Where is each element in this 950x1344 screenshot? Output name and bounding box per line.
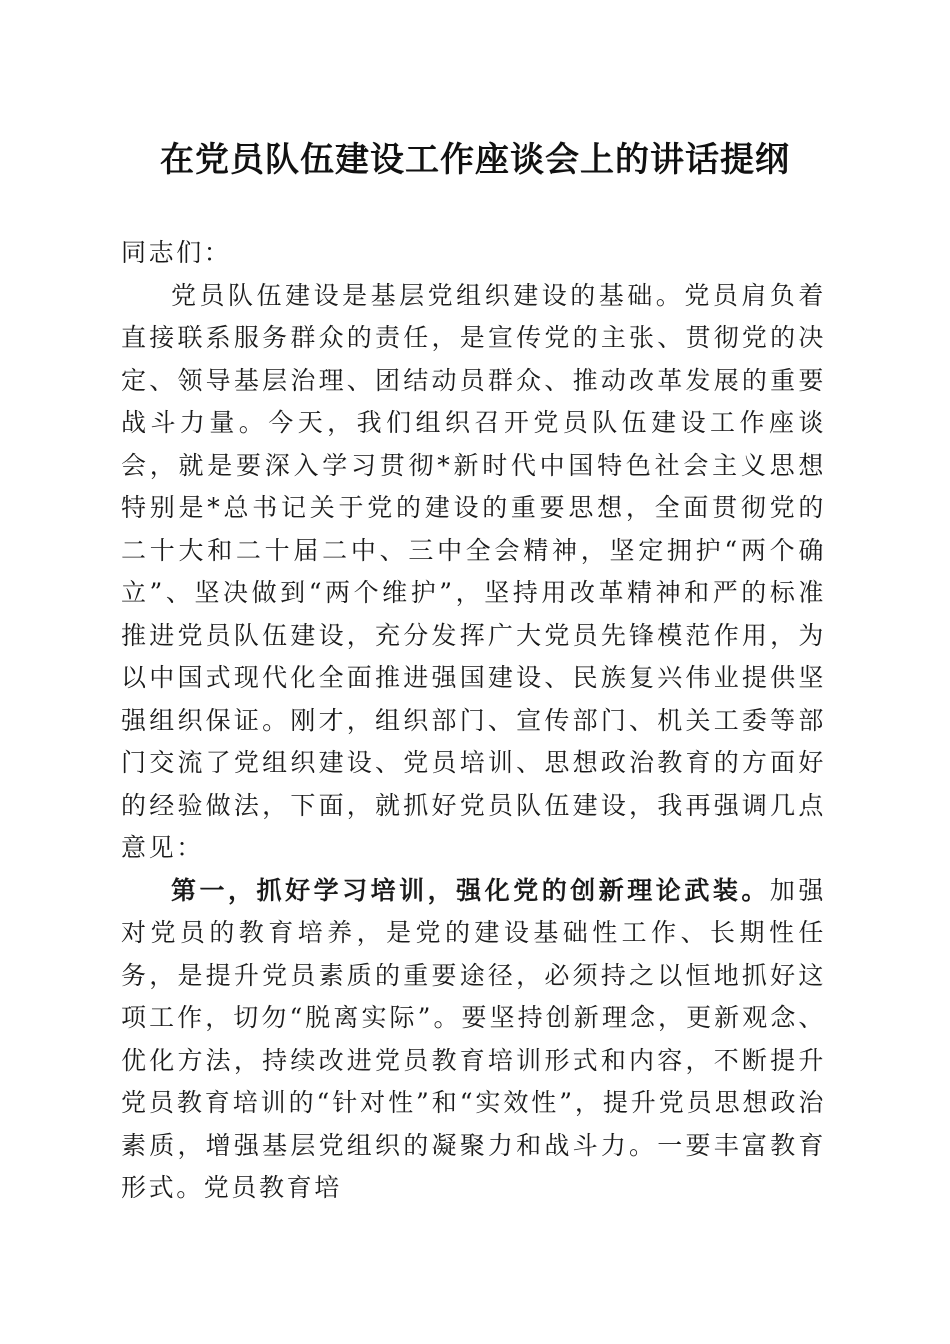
document-title: 在党员队伍建设工作座谈会上的讲话提纲 [160,140,790,180]
section-1-paragraph [121,870,826,1210]
intro-paragraph: 党员队伍建设是基层党组织建设的基础。党员肩负着直接联系服务群众的责任，是宣传党的主张、贯彻党的决定、领导基层治理、团结动员群众、推动改革发展的重要战斗力量。今天，我们组织召开党员队伍建设工作座谈会，就是要深入学习贯彻*新时代中国特色社会主义思想特别是*总书记关于党的建设的重要思想，全面贯彻党的二十大和二十届二中、三中全会精神，坚定拥护“两个确立”、坚决做到“两个维护”，坚持用改革精神和严的标准推进党员队伍建设，充分发挥广大党员先锋模范作用，为以中国式现代化全面推进强国建设、民族复兴伟业提供坚强组织保证。刚才，组织部门、宣传部门、机关工委等部门交流了党组织建设、党员培训、思想政治教育的方面好的经验做法，下面，就抓好党员队伍建设，我再强调几点意见： [121,280,826,862]
salutation: 同志们： [121,238,232,267]
document-body [121,232,826,1210]
section-1-heading: 第一，抓好学习培训，强化党的创新理论武装。 [171,875,770,905]
section-1-text: 加强对党员的教育培养，是党的建设基础性工作、长期性任务，是提升党员素质的重要途径，必须持之以恒地抓好这项工作，切勿“脱离实际”。要坚持创新理念，更新观念、优化方法，持续改进党员教育培训形式和内容，不断提升党员教育培训的“针对性”和“实效性”，提升党员思想政治素质，增强基层党组织的凝聚力和战斗力。一要丰富教育形式。党员教育培 [121,875,826,1202]
